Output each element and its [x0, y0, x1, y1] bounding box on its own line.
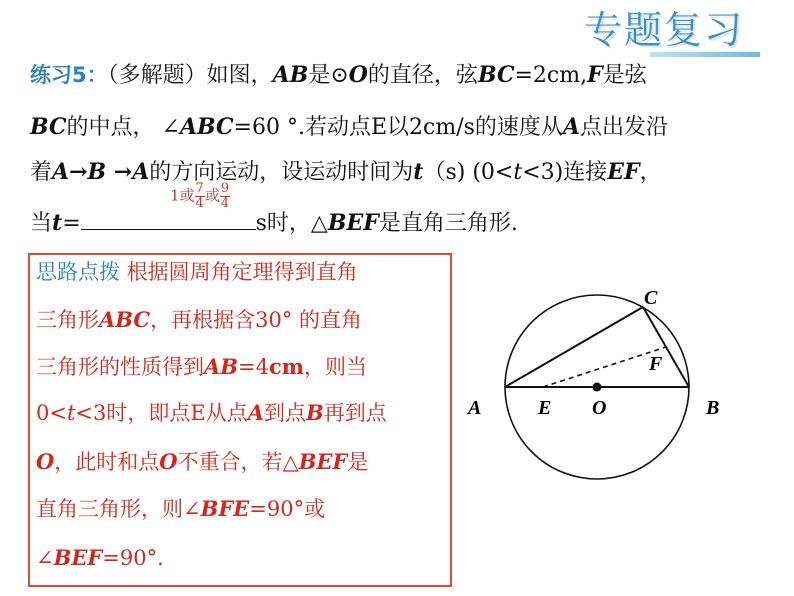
numerator: 9 [220, 181, 230, 196]
fraction-7-4 [195, 182, 205, 211]
text: 是直角三角形. [378, 211, 518, 236]
hint-line-4 [36, 398, 387, 428]
triangle-bef: BEF [298, 449, 348, 474]
text: ，此时和点 [54, 450, 160, 474]
text: 到点 [264, 401, 307, 425]
text: 是弦 [602, 63, 647, 88]
text: =60 °.若动点E以2cm/s的速度从 [233, 115, 563, 140]
hint-line-3 [36, 352, 367, 382]
numerator: 7 [195, 181, 204, 196]
text: 的中点， ∠ [66, 115, 180, 140]
text: 不重合，若△ [177, 450, 299, 474]
triangle-abc: ABC [99, 307, 151, 332]
segment-ab: AB [204, 354, 239, 379]
problem-line-1 [30, 60, 647, 91]
text: 再到点 [323, 401, 387, 425]
text: （多解题）如图， [107, 63, 273, 88]
point-a: A [247, 400, 265, 425]
exercise-label: 练习5： [30, 63, 108, 87]
text: 是 [347, 450, 369, 474]
triangle-symbol: △ [310, 211, 328, 236]
text: 点出发沿 [579, 115, 668, 140]
segment-bc: BC [477, 62, 515, 88]
label-o: O [592, 397, 607, 419]
point-f: F [587, 62, 603, 88]
answer-part: 或 [204, 186, 220, 205]
text: <3)连接 [522, 160, 608, 185]
text: <3时，即点E从点 [75, 401, 248, 425]
angle-abc: ABC [179, 114, 234, 140]
text: （s) (0< [423, 160, 514, 185]
text: ∠ [36, 546, 54, 570]
text: 三角形的性质得到 [36, 355, 204, 379]
text: 的直径，弦 [367, 63, 478, 88]
text: 0< [36, 401, 67, 425]
text: ， [639, 160, 662, 185]
text: s时， [255, 211, 311, 236]
variable-t: t [413, 159, 424, 185]
problem-line-3 [30, 157, 662, 188]
point-o: O [159, 449, 178, 474]
denominator: 4 [220, 196, 230, 211]
center-point-o [593, 383, 602, 392]
segment-ef-dashed [543, 347, 666, 387]
text: 根据圆周角定理得到直角 [126, 260, 358, 284]
angle-bef: BEF [53, 545, 103, 570]
text: =90°或 [249, 497, 326, 521]
answer-part: 1或 [170, 186, 195, 205]
segment-ab: AB [272, 62, 309, 88]
text: 着 [30, 160, 53, 185]
variable-t: t [66, 401, 76, 425]
label-e: E [538, 397, 552, 419]
text: =4 [238, 355, 270, 379]
text: 直角三角形，则∠ [36, 497, 201, 521]
point-b: B [306, 400, 324, 425]
label-a: A [468, 397, 482, 419]
text: ，则当 [304, 355, 368, 379]
variable-t: t [52, 210, 63, 236]
hint-line-2 [36, 305, 362, 335]
hint-line-5 [36, 447, 368, 477]
motion-path: A→B →A [52, 159, 150, 185]
point-a: A [562, 114, 580, 140]
triangle-bef: BEF [327, 210, 379, 236]
section-title: 专题复习 [584, 8, 745, 52]
variable-t: t [513, 160, 523, 185]
text: 当 [30, 211, 53, 236]
problem-line-4 [30, 207, 518, 239]
fraction-9-4 [220, 182, 230, 211]
text: 的方向运动，设运动时间为 [149, 160, 414, 185]
text: =90°. [102, 546, 164, 570]
hint-title: 思路点拨 [36, 260, 120, 284]
text: 三角形 [36, 308, 99, 332]
label-f: F [649, 353, 663, 375]
label-b: B [706, 397, 720, 419]
text: = [62, 211, 81, 236]
unit: cm [269, 354, 305, 379]
hint-line-1 [36, 257, 358, 287]
label-c: C [644, 287, 658, 309]
hint-line-6 [36, 494, 325, 524]
segment-bc: BC [30, 114, 67, 140]
angle-bfe: BFE [200, 496, 250, 521]
geometry-diagram [460, 280, 760, 520]
title-underline [650, 52, 760, 57]
text: =2cm, [514, 63, 588, 88]
problem-line-2 [30, 112, 668, 143]
hint-line-7 [36, 543, 164, 573]
chord-ac [505, 307, 643, 387]
point-o: O [36, 449, 55, 474]
point-o: O [348, 62, 368, 88]
answer-text [170, 182, 230, 211]
text: ，再根据含30° 的直角 [150, 308, 363, 332]
text: 是⊙ [308, 63, 349, 88]
segment-ef: EF [607, 159, 640, 185]
denominator: 4 [195, 196, 204, 211]
